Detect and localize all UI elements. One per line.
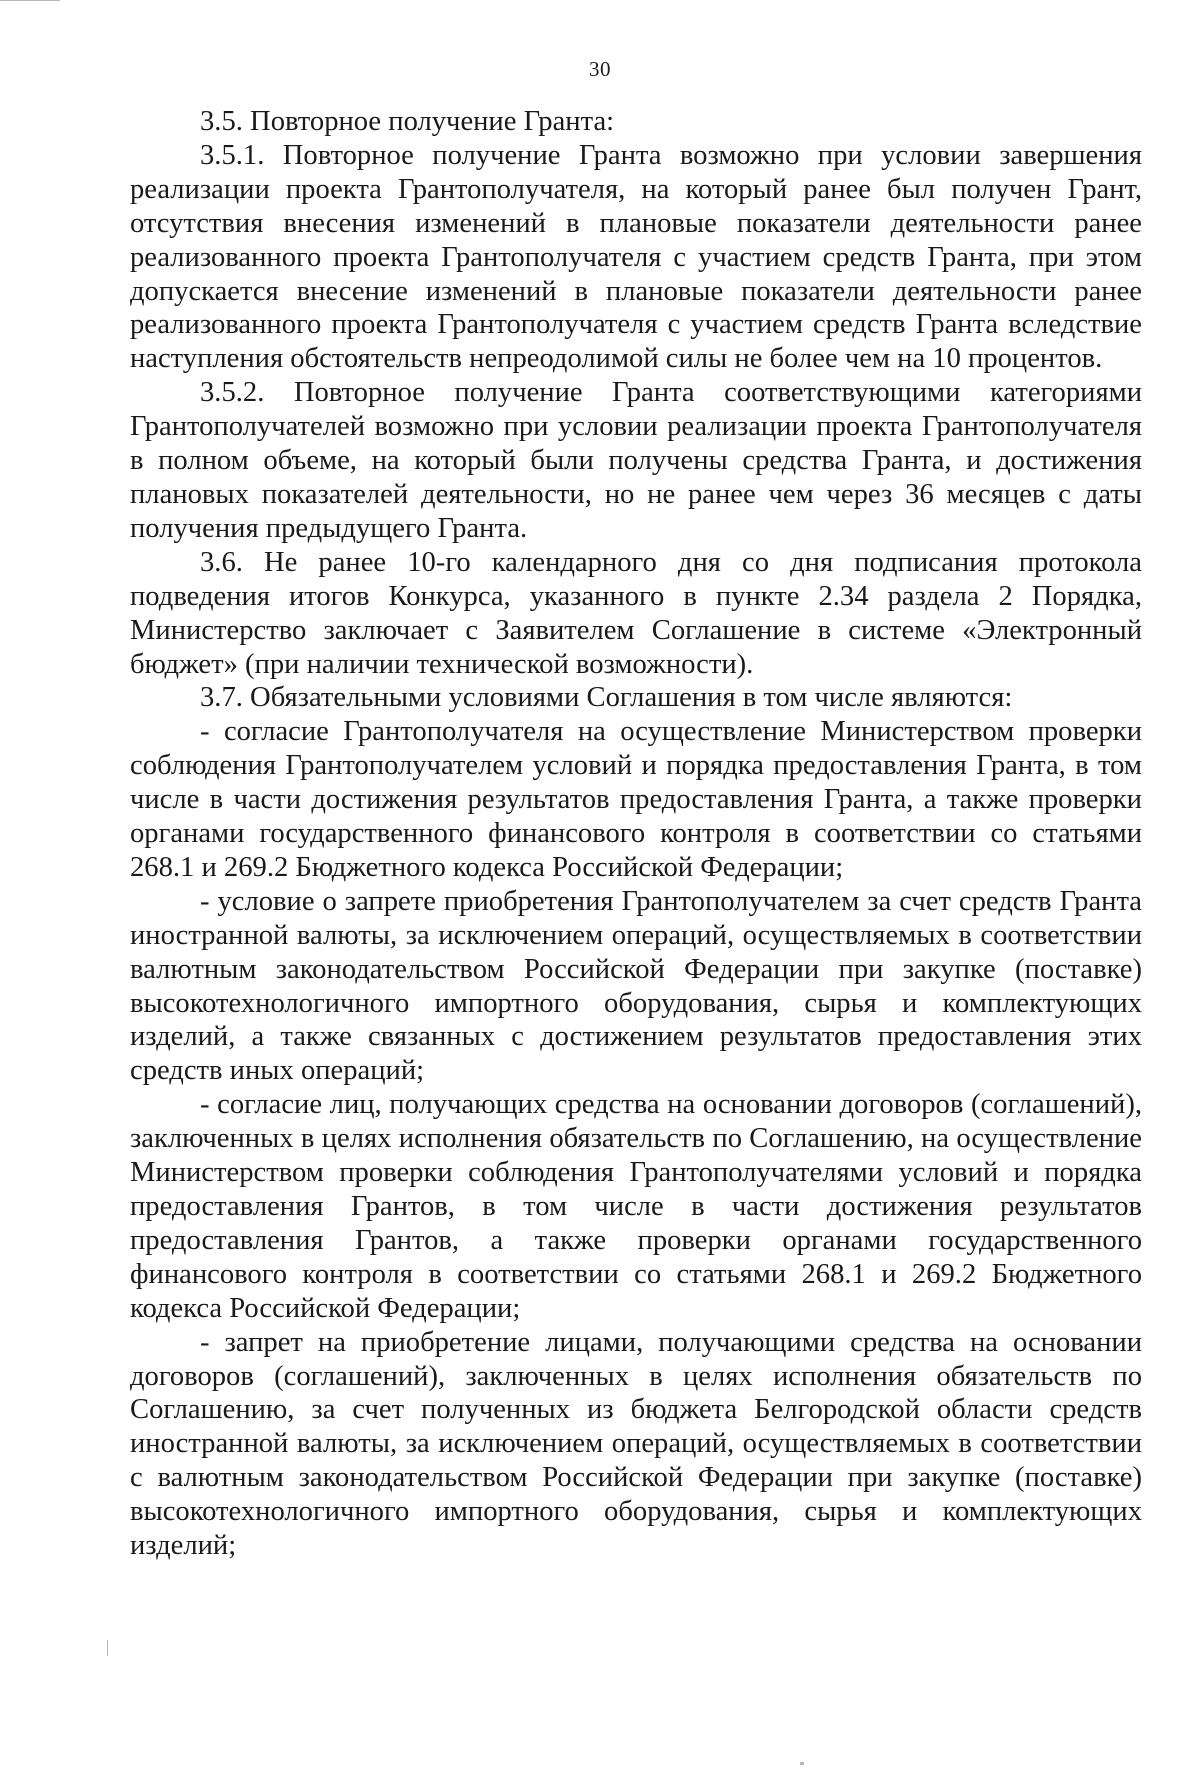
list-item-contractor-currency-ban: - запрет на приобретение лицами, получающими средства на основании договоров (соглашений), заключенных в целях исполнения обязательств по Соглашению, за счет полученных из бюджета Белгородской области средств иностранной валюты, за исключением операций, осуществляемых в соответствии с валютным законодательством Российской Федерации при закупке (поставке) высокотехнологичного импортного оборудования, сырья и комплектующих изделий;	[130, 1326, 1142, 1562]
paragraph-3-5-heading: 3.5. Повторное получение Гранта:	[200, 106, 615, 137]
scan-artifact-bottom	[800, 1762, 804, 1765]
list-item-contractor-consent: - согласие лиц, получающих средства на основании договоров (соглашений), заключенных в целях исполнения обязательств по Соглашению, на осуществление Министерством проверки соблюдения Грантополучателями условий и порядка предоставления Грантов, в том числе в части достижения результатов предоставления Грантов, а также проверки органами государственного финансового контроля в соответствии со статьями 268.1 и 269.2 Бюджетного кодекса Российской Федерации;	[130, 1089, 1142, 1324]
paragraph-3-5-2: 3.5.2. Повторное получение Гранта соответствующими категориями Грантополучателей возможно при условии реализации проекта Грантополучателя в полном объеме, на который были получены средства Гранта, и достижения плановых показателей деятельности, но не ранее чем через 36 месяцев с даты получения предыдущего Гранта.	[130, 377, 1142, 544]
paragraph-3-5-1: 3.5.1. Повторное получение Гранта возможно при условии завершения реализации проекта Грантополучателя, на который ранее был получен Грант, отсутствия внесения изменений в плановые показатели деятельности ранее реализованного проекта Грантополучателя с участием средств Гранта, при этом допускается внесение изменений в плановые показатели деятельности ранее реализованного проекта Грантополучателя с участием средств Гранта вследствие наступления обстоятельств непреодолимой силы не более чем на 10 процентов.	[130, 139, 1142, 375]
paragraph-3-6: 3.6. Не ранее 10-го календарного дня со дня подписания протокола подведения итогов Конкурса, указанного в пункте 2.34 раздела 2 Порядка, Министерство заключает с Заявителем Соглашение в системе «Электронный бюджет» (при наличии технической возможности).	[130, 546, 1142, 680]
page-number: 30	[589, 57, 611, 81]
paragraph-3-7-heading: 3.7. Обязательными условиями Соглашения в том числе являются:	[200, 682, 1013, 714]
list-item-currency-ban: - условие о запрете приобретения Грантополучателем за счет средств Гранта иностранной валюты, за исключением операций, осуществляемых в соответствии валютным законодательством Российской Федерации при закупке (поставке) высокотехнологичного импортного оборудования, сырья и комплектующих изделий, а также связанных с достижением результатов предоставления этих средств иных операций;	[130, 885, 1142, 1087]
list-item-grantee-consent: - согласие Грантополучателя на осуществление Министерством проверки соблюдения Грантополучателем условий и порядка предоставления Гранта, в том числе в части достижения результатов предоставления Гранта, а также проверки органами государственного финансового контроля в соответствии со статьями 268.1 и 269.2 Бюджетного кодекса Российской Федерации;	[130, 716, 1142, 883]
scan-artifact-top-left	[0, 0, 60, 1]
document-body	[130, 105, 1142, 1563]
scan-artifact-left	[107, 1640, 108, 1656]
